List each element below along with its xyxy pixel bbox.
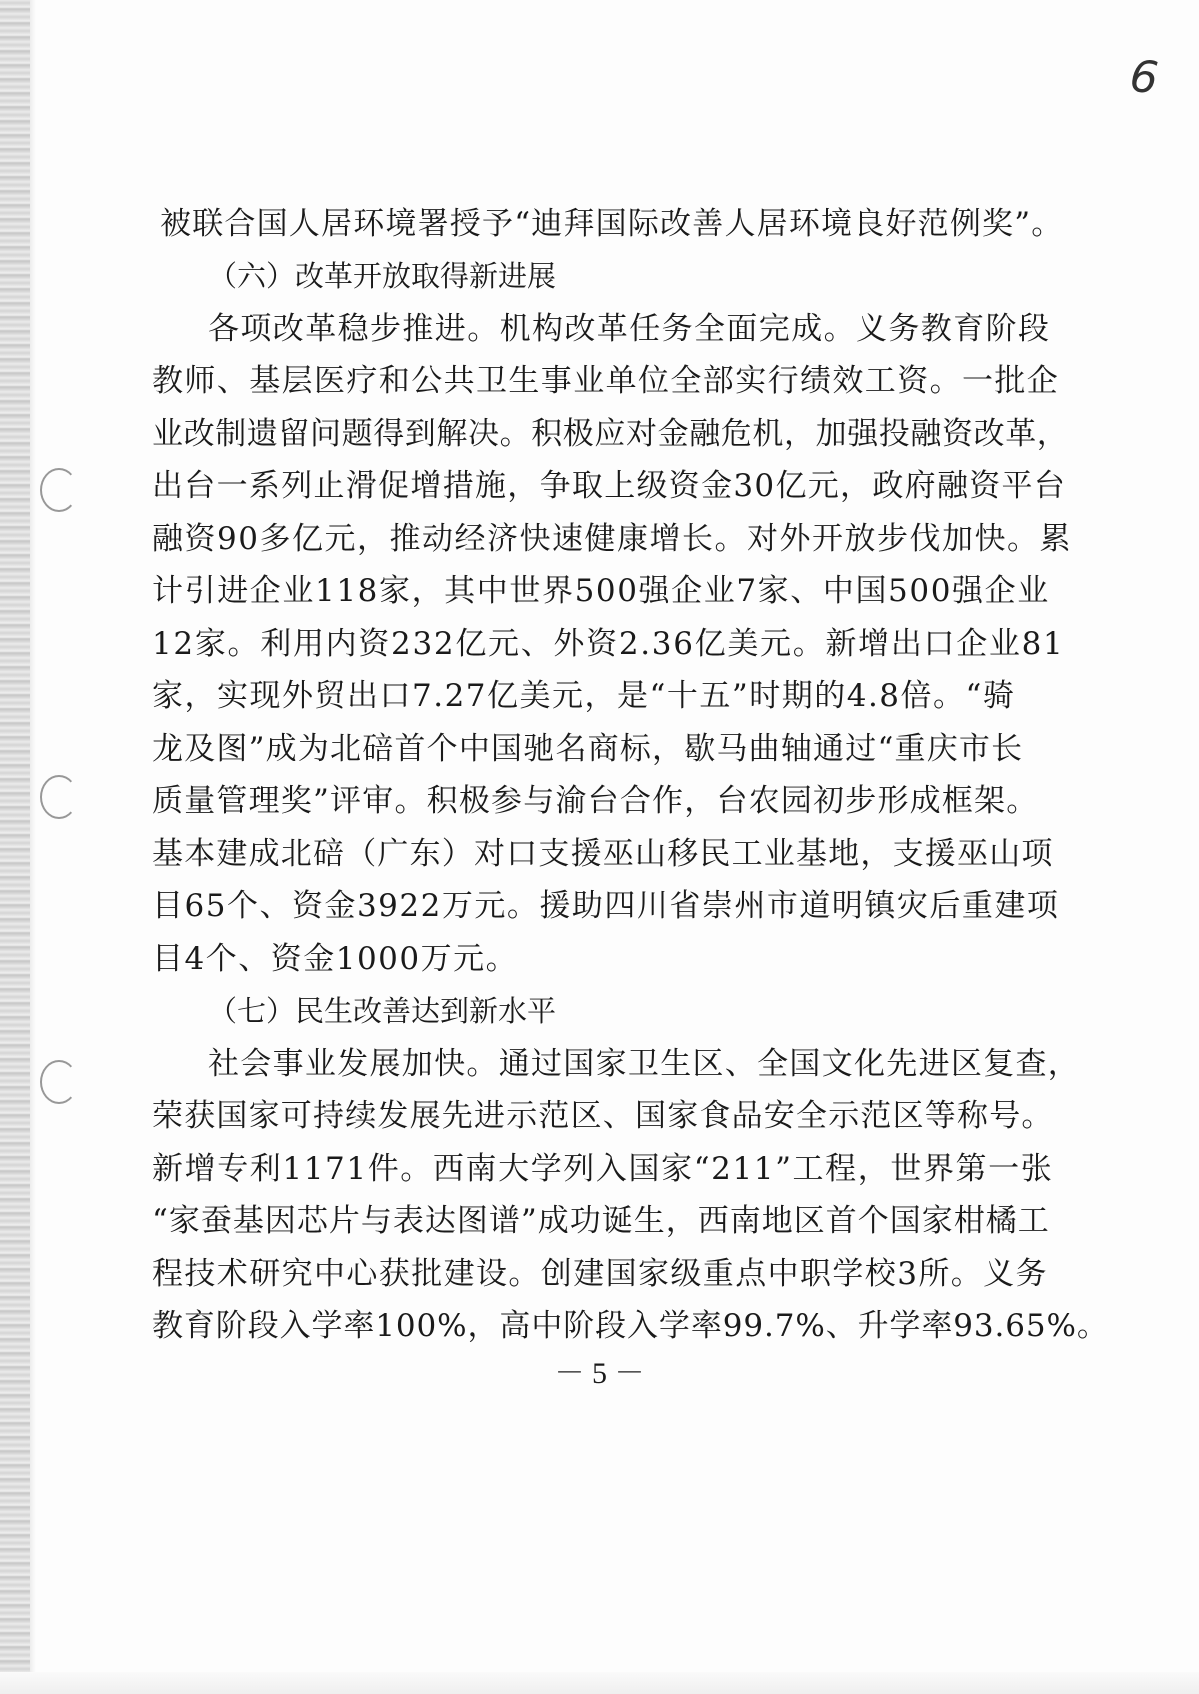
scan-binding-edge — [0, 0, 30, 1694]
text-line: 计引进企业118家，其中世界500强企业7家、中国500强企业 — [152, 573, 1050, 609]
text-line: 龙及图”成为北碚首个中国驰名商标，歇马曲轴通过“重庆市长 — [152, 731, 1024, 767]
text-line: 基本建成北碚（广东）对口支援巫山移民工业基地，支援巫山项 — [152, 836, 1054, 872]
page-number: － 5 － — [554, 1357, 645, 1390]
text-line: 社会事业发展加快。通过国家卫生区、全国文化先进区复查， — [208, 1046, 1081, 1082]
text-line: 业改制遗留问题得到解决。积极应对金融危机，加强投融资改革， — [152, 416, 1069, 452]
text-line: 教育阶段入学率100%，高中阶段入学率99.7%、升学率93.65%。 — [152, 1308, 1109, 1344]
scan-bottom-edge — [0, 1672, 1199, 1694]
punch-hole-icon — [40, 1060, 78, 1104]
text-line: 融资90多亿元，推动经济快速健康增长。对外开放步伐加快。累 — [152, 521, 1072, 557]
text-line: 教师、基层医疗和公共卫生事业单位全部实行绩效工资。一批企 — [152, 363, 1060, 399]
text-line: 荣获国家可持续发展先进示范区、国家食品安全示范区等称号。 — [152, 1098, 1054, 1134]
section-heading-7: （七）民生改善达到新水平 — [208, 994, 557, 1028]
text-line: 被联合国人居环境署授予“迪拜国际改善人居环境良好范例奖”。 — [160, 206, 1064, 242]
text-line: 目4个、资金1000万元。 — [152, 941, 519, 977]
text-line: 出台一系列止滑促增措施，争取上级资金30亿元，政府融资平台 — [152, 468, 1067, 504]
text-line: 程技术研究中心获批建设。创建国家级重点中职学校3所。义务 — [152, 1256, 1048, 1292]
punch-hole-icon — [40, 468, 78, 512]
text-line: 各项改革稳步推进。机构改革任务全面完成。义务教育阶段 — [208, 311, 1051, 347]
text-line: 目65个、资金3922万元。援助四川省崇州市道明镇灾后重建项 — [152, 888, 1060, 924]
text-line: “家蚕基因芯片与表达图谱”成功诞生，西南地区首个国家柑橘工 — [152, 1203, 1050, 1239]
text-line: 质量管理奖”评审。积极参与渝台合作，台农园初步形成框架。 — [152, 783, 1039, 819]
section-heading-6: （六）改革开放取得新进展 — [208, 259, 557, 293]
handwritten-folio-mark: 6 — [1127, 50, 1161, 105]
text-line: 12家。利用内资232亿元、外资2.36亿美元。新增出口企业81 — [152, 626, 1065, 662]
punch-hole-icon — [40, 775, 78, 819]
text-line: 家，实现外贸出口7.27亿美元，是“十五”时期的4.8倍。“骑 — [152, 678, 1016, 714]
text-line: 新增专利1171件。西南大学列入国家“211”工程，世界第一张 — [152, 1151, 1054, 1187]
